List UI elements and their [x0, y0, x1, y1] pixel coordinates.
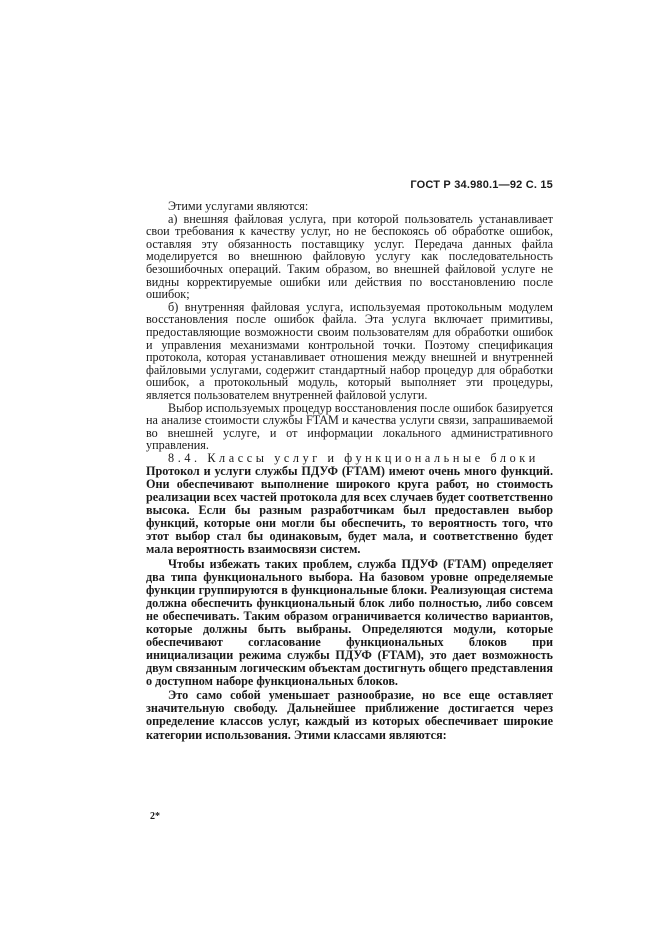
functional-choice-paragraph: Чтобы избежать таких проблем, служба ПДУФ (FTAM) определяет два типа функционального выбора. На базовом уровне определяемые функции группируются в функциональные блоки. Реализующая система должна обеспечить функциональный блок либо полностью, либо совсем не обеспечивать. Таким образом ограничивается количество вариантов, которые должны быть выбраны. Определяются модули, которые обеспечивают согласование функциональных блоков при инициализации режима службы ПДУФ (FTAM), это дает возможность двум связанным логическим объектам достигнуть общего представления о доступном наборе функциональных блоков.	[146, 556, 553, 689]
protocol-paragraph: Протокол и услуги службы ПДУФ (FTAM) имеют очень много функций. Они обеспечивают выполнение широкого круга работ, но стоимость реализации всех частей протокола для всех случаев будет соответственно высока. Если бы разным разработчикам был предоставлен выбор функций, которые они могли бы обеспечить, то вероятность того, что этот выбор стал бы одинаковым, будет мала, и соответственно будет мала вероятность взаимосвязи систем.	[146, 463, 553, 557]
page-header: ГОСТ Р 34.980.1—92 С. 15	[410, 179, 553, 191]
section-heading: 8.4. Классы услуг и функциональные блоки	[168, 450, 539, 465]
body-text	[146, 200, 553, 742]
page-signature-mark: 2*	[150, 811, 160, 822]
intro-paragraph: Этими услугами являются:	[168, 199, 309, 213]
list-item-a: а) внешняя файловая услуга, при которой пользователь устанавливает свои требования к качеству услуг, но не беспокоясь об обработке ошибок, оставляя эту обязанность поставщику услуг. Передача данных файла моделируется во внешнюю файловую услугу как последовательность безошибочных операций. Таким образом, во внешней файловой услуге не видны корректируемые ошибки или действия по восстановлению после ошибок;	[146, 211, 553, 302]
service-classes-paragraph: Это само собой уменьшает разнообразие, но все еще оставляет значительную свободу. Дальнейшее приближение достигается через определение классов услуг, каждый из которых обеспечивает широкие категории использования. Этими классами являются:	[146, 688, 553, 742]
list-item-b: б) внутренняя файловая услуга, используемая протокольным модулем восстановления после ошибок файла. Эта услуга включает примитивы, предоставляющие возможности своим пользователям для обработки ошибок и управления механизмами контрольной точки. Поэтому спецификация протокола, которая устанавливает отношения между внешней и внутренней файловыми услугами, содержит стандартный набор процедур для обработки ошибок, а протокольный модуль, который выполняет эти процедуры, является пользователем внутренней файловой услуги.	[146, 299, 553, 402]
recovery-choice-paragraph: Выбор используемых процедур восстановления после ошибок базируется на анализе стоимости службы FTAM и качества услуги связи, запрашиваемой во внешней услуге, и от информации локального административного управления.	[146, 400, 553, 453]
